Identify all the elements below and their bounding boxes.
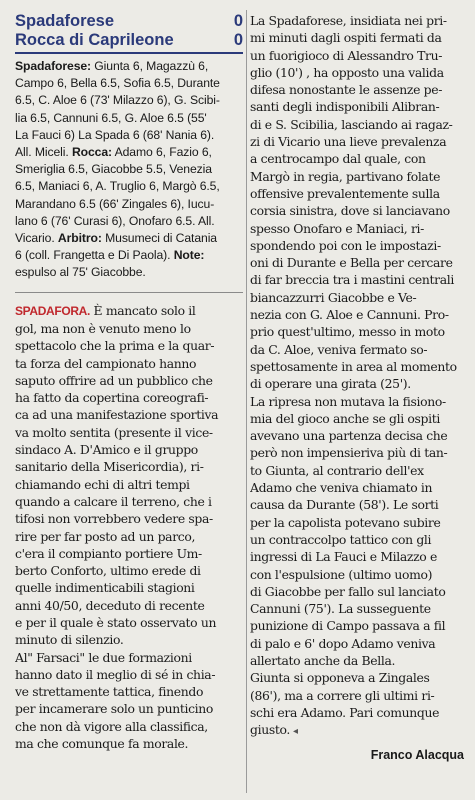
article-line: giusto. ◂ [250, 722, 298, 738]
article-line: punizione di Campo passava a fil [250, 618, 446, 634]
lineup-line [15, 264, 243, 281]
lineup-label: Spadaforese: [15, 59, 92, 73]
article-line: spondendo poi con le impostazi- [250, 237, 441, 253]
article-line: Adamo che veniva chiamato in [250, 480, 433, 496]
article-line: c'era il compianto portiere Um- [15, 545, 202, 561]
article-line: e per il quale è stato osservato un [15, 614, 217, 630]
lineup-line [15, 213, 243, 230]
article-line: gol, ma non è venuto meno lo [15, 320, 191, 336]
lineup-line [15, 196, 243, 213]
lineup-line [15, 178, 243, 195]
article-body-right [250, 12, 464, 740]
scorebox-rule [15, 52, 243, 54]
article-line: hanno dato il meglio di sé in chia- [15, 666, 216, 682]
scorebox [15, 12, 243, 282]
article-line: offensive prevalentemente sulla [250, 185, 440, 201]
article-line: ingressi di La Fauci e Milazzo e [250, 549, 437, 565]
lineup-line [15, 247, 243, 264]
article-line: causa da Durante (58'). Le sorti [250, 497, 439, 513]
home-team-name: Spadaforese [15, 12, 115, 30]
lineup-text: Marandano 6.5 (66' Zingales 6), Iucu- [15, 196, 215, 211]
lineup-text: 6.5, C. Aloe 6 (73' Milazzo 6), G. Scibi- [15, 93, 220, 108]
lineup-text: Smeriglia 6.5, Giacobbe 5.5, Venezia [15, 162, 212, 177]
article-line: santi degli indisponibili Alibran- [250, 99, 440, 115]
article-line: avevano una partenza decisa che [250, 428, 448, 444]
article-line: di Giacobbe per fallo sul lanciato [250, 583, 446, 599]
lineup-text: Adamo 6, Fazio 6, [111, 145, 212, 160]
article-line: un contraccolpo tattico con gli [250, 531, 432, 547]
article-line: ha fatto da copertina coreografi- [15, 390, 209, 406]
end-of-article-mark: ◂ [292, 726, 298, 738]
lineups-text [15, 58, 243, 282]
dateline: SPADAFORA. [15, 303, 90, 318]
lineup-text: Campo 6, Bella 6.5, Sofia 6.5, Durante [15, 76, 220, 91]
article-line: a centrocampo dal quale, con [250, 151, 426, 167]
article-line: tifosi non vorrebbero vedere spa- [15, 511, 213, 527]
lineup-line [15, 230, 243, 247]
lineup-label: Note: [173, 248, 205, 263]
left-column [15, 12, 243, 752]
section-divider [15, 292, 243, 293]
lineup-text: Musumeci di Catania [101, 231, 217, 246]
lineup-text: lano 6 (76' Curasi 6), Onofaro 6.5. All. [15, 213, 215, 228]
lineup-line [15, 92, 243, 109]
article-line: ca ad una manifestazione sportiva [15, 407, 219, 423]
article-line: difesa nonostante le assenze pe- [250, 82, 443, 98]
lineup-line [15, 75, 243, 92]
home-team-score: 0 [233, 12, 243, 30]
right-column [250, 12, 464, 762]
article-line: schi era Adamo. Pari comunque [250, 704, 440, 720]
lineup-text: La Fauci 6) La Spada 6 (68' Nania 6). [15, 127, 215, 142]
lineup-label: Rocca: [71, 145, 112, 160]
article-body-left [15, 302, 243, 753]
article-line: per la capolista potevano subire [250, 514, 441, 530]
article-line: mia del gioco anche se gli ospiti [250, 410, 440, 426]
article-line: spettacolo che la prima e la quar- [15, 338, 215, 354]
lineup-text: 6 (coll. Frangetta e Di Paola). [15, 248, 174, 263]
article-line: Cannuni (75'). La susseguente [250, 601, 431, 617]
article-line: quelle indimenticabili stagioni [15, 580, 195, 596]
lineup-line [15, 144, 243, 161]
article-line: di operare una girata (25'). [250, 376, 411, 392]
article-line: corsia sinistra, dove si lanciavano [250, 203, 450, 219]
away-team-name: Rocca di Caprileone [15, 31, 174, 49]
article-line: glio (10') , ha opposto una valida [250, 64, 444, 80]
article-line: con l'espulsione (ultimo uomo) [250, 566, 433, 582]
lineup-line [15, 110, 243, 127]
article-line: che non dà vigore alla classifica, [15, 718, 208, 734]
article-line: di e S. Scibilia, lasciando ai ragaz- [250, 116, 453, 132]
article-line: ma che comunque fa morale. [15, 736, 189, 752]
away-score-row [15, 31, 243, 50]
article-line: spesso Onofaro e Maniaci, ri- [250, 220, 425, 236]
article-line: però non impensieriva più di tan- [250, 445, 448, 461]
lineup-text: 6.5, Maniaci 6, A. Truglio 6, Margò 6.5, [15, 179, 220, 194]
article-line: sanitario della Misericordia), ri- [15, 459, 204, 475]
article-line: per incamerare solo un punticino [15, 701, 214, 717]
article-line: chiamando echi di altri tempi [15, 476, 190, 492]
article-line: mi minuti dagli ospiti fermati da [250, 30, 442, 46]
article-line: minuto di silenzio. [15, 632, 124, 648]
article-line [15, 302, 243, 320]
column-divider [246, 10, 247, 793]
article-line: di far breccia tra i mastini centrali [250, 272, 454, 288]
article-line: rire per far posto ad un parco, [15, 528, 196, 544]
author-signature: Franco Alacqua [370, 748, 464, 763]
article-line: di palo e 6' dopo Adamo veniva [250, 635, 436, 651]
article-line: ta forza del campionato hanno [15, 355, 197, 371]
article-line: prio quest'ultimo, messo in moto [250, 324, 445, 340]
lineup-text: lia 6.5, Cannuni 6.5, G. Aloe 6.5 (55' [15, 110, 207, 125]
article-line: nezia con G. Aloe e Cannuni. Pro- [250, 307, 449, 323]
article-line: biancazzurri Giacobbe e Ve- [250, 289, 417, 305]
article-line: saputo offrire ad un pubblico che [15, 372, 213, 388]
article-line: spettosamente in area al momento [250, 358, 457, 374]
lineup-label: Arbitro: [57, 231, 102, 246]
lineup-line [15, 58, 243, 75]
away-team-score: 0 [233, 31, 243, 49]
article-line: La ripresa non mutava la fisiono- [250, 393, 446, 409]
article-line: anni 40/50, deceduto di recente [15, 597, 205, 613]
lineup-line [15, 127, 243, 144]
lineup-line [15, 161, 243, 178]
article-line: ve strettamente tattica, finendo [15, 684, 204, 700]
article-line: allertato anche da Bella. [250, 652, 396, 668]
lineup-text: Giunta 6, Magazzù 6, [91, 59, 209, 73]
article-line: to Giunta, al contrario dell'ex [250, 462, 424, 478]
article-line: un fuorigioco di Alessandro Tru- [250, 47, 443, 63]
lineup-text: espulso al 75' Giacobbe. [15, 265, 146, 280]
article-line: Giunta si opponeva a Zingales [250, 670, 430, 686]
article-line: berto Conforto, ultimo erede di [15, 563, 201, 579]
article-line: (86'), ma a correre gli ultimi ri- [250, 687, 435, 703]
lineup-text: All. Miceli. [15, 145, 72, 160]
article-line: oni di Durante e Bella per cercare [250, 255, 453, 271]
lineup-text: Vicario. [15, 231, 58, 246]
article-line: Margò in regia, partivano folate [250, 168, 441, 184]
article-line: quando a calcare il terreno, che i [15, 493, 212, 509]
article-line: zi di Vicario una lieve prevalenza [250, 134, 447, 150]
article-line: La Spadaforese, insidiata nei pri- [250, 13, 447, 28]
article-line: sindaco A. D'Amico e il gruppo [15, 442, 198, 458]
article-line: da C. Aloe, veniva fermato so- [250, 341, 428, 357]
article-line: va molto sentita (presente il vice- [15, 424, 213, 440]
article-first-line-text: È mancato solo il [89, 302, 196, 318]
article-line: Al" Farsaci" le due formazioni [15, 649, 192, 665]
home-score-row [15, 12, 243, 31]
